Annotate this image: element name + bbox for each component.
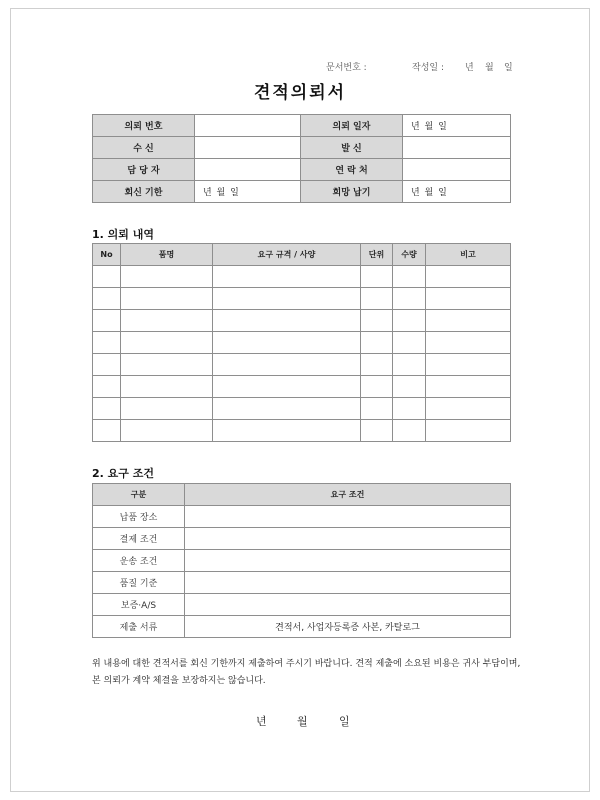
condition-label: 운송 조건 [93,550,185,572]
column-header-no: No [93,244,121,266]
condition-label: 보증·A/S [93,594,185,616]
item-name-cell[interactable] [121,266,213,288]
info-value-field[interactable] [195,137,301,159]
item-remarks-cell[interactable] [426,310,511,332]
item-qty-cell[interactable] [393,354,426,376]
info-value-field[interactable]: 년 월 일 [403,115,511,137]
info-row [93,115,511,137]
info-label: 회신 기한 [93,181,195,203]
column-header-spec: 요구 규격 / 사양 [213,244,361,266]
info-value-field[interactable]: 년 월 일 [403,181,511,203]
item-no-cell[interactable] [93,332,121,354]
item-no-cell[interactable] [93,420,121,442]
write-date-month: 월 [485,63,494,73]
table-row [93,332,511,354]
item-remarks-cell[interactable] [426,288,511,310]
item-no-cell[interactable] [93,376,121,398]
item-no-cell[interactable] [93,266,121,288]
item-unit-cell[interactable] [361,266,393,288]
info-value-field[interactable] [195,115,301,137]
item-name-cell[interactable] [121,354,213,376]
item-remarks-cell[interactable] [426,332,511,354]
condition-value-field[interactable] [185,572,511,594]
item-spec-cell[interactable] [213,288,361,310]
table-row [93,572,511,594]
table-header-row [93,484,511,506]
item-no-cell[interactable] [93,398,121,420]
item-qty-cell[interactable] [393,288,426,310]
info-label: 수 신 [93,137,195,159]
item-qty-cell[interactable] [393,310,426,332]
item-qty-cell[interactable] [393,398,426,420]
info-label: 의뢰 번호 [93,115,195,137]
table-row [93,616,511,638]
info-value-field[interactable] [195,159,301,181]
condition-label: 제출 서류 [93,616,185,638]
item-unit-cell[interactable] [361,310,393,332]
section-requirements-title: 2. 요구 조건 [92,467,154,480]
column-header-qty: 수량 [393,244,426,266]
column-header-item: 품명 [121,244,213,266]
info-row [93,159,511,181]
table-row [93,528,511,550]
item-spec-cell[interactable] [213,420,361,442]
condition-value-field[interactable] [185,594,511,616]
item-qty-cell[interactable] [393,420,426,442]
item-remarks-cell[interactable] [426,266,511,288]
item-spec-cell[interactable] [213,398,361,420]
info-value-field[interactable]: 년 월 일 [195,181,301,203]
document-title: 견적의뢰서 [253,83,347,103]
footer-date-day: 일 [339,715,350,728]
section-request-details-title: 1. 의뢰 내역 [92,228,154,241]
notice-line: 본 의뢰가 계약 체결을 보장하지는 않습니다. [92,676,266,686]
write-date-day: 일 [504,63,513,73]
item-no-cell[interactable] [93,310,121,332]
request-items-table [92,243,511,442]
condition-value-field[interactable]: 견적서, 사업자등록증 사본, 카탈로그 [185,616,511,638]
info-label: 희망 납기 [301,181,403,203]
condition-label: 납품 장소 [93,506,185,528]
doc-number-label: 문서번호 : [326,63,367,73]
item-unit-cell[interactable] [361,420,393,442]
condition-label: 결제 조건 [93,528,185,550]
info-row [93,137,511,159]
item-remarks-cell[interactable] [426,420,511,442]
table-row [93,420,511,442]
write-date-year: 년 [465,63,474,73]
item-name-cell[interactable] [121,398,213,420]
item-unit-cell[interactable] [361,332,393,354]
table-row [93,506,511,528]
info-label: 의뢰 일자 [301,115,403,137]
item-remarks-cell[interactable] [426,398,511,420]
item-name-cell[interactable] [121,310,213,332]
item-unit-cell[interactable] [361,376,393,398]
item-name-cell[interactable] [121,376,213,398]
item-qty-cell[interactable] [393,266,426,288]
info-value-field[interactable] [403,159,511,181]
table-row [93,288,511,310]
item-unit-cell[interactable] [361,288,393,310]
item-spec-cell[interactable] [213,376,361,398]
info-table [92,114,511,203]
condition-label: 품질 기준 [93,572,185,594]
column-header-remarks: 비고 [426,244,511,266]
info-row [93,181,511,203]
table-row [93,376,511,398]
condition-value-field[interactable] [185,528,511,550]
item-remarks-cell[interactable] [426,354,511,376]
item-spec-cell[interactable] [213,332,361,354]
notice-text [92,656,532,690]
table-row [93,354,511,376]
info-value-field[interactable] [403,137,511,159]
table-row [93,550,511,572]
table-row [93,266,511,288]
write-date-label: 작성일 : [412,63,444,73]
table-row [93,310,511,332]
footer-date-month: 월 [297,715,308,728]
info-label: 담 당 자 [93,159,195,181]
table-row [93,594,511,616]
column-header-unit: 단위 [361,244,393,266]
column-header-requirement: 요구 조건 [185,484,511,506]
item-no-cell[interactable] [93,288,121,310]
item-unit-cell[interactable] [361,354,393,376]
item-qty-cell[interactable] [393,332,426,354]
info-label: 연 락 처 [301,159,403,181]
item-spec-cell[interactable] [213,354,361,376]
footer-date-year: 년 [256,715,267,728]
item-qty-cell[interactable] [393,376,426,398]
item-remarks-cell[interactable] [426,376,511,398]
table-header-row [93,244,511,266]
item-name-cell[interactable] [121,332,213,354]
item-name-cell[interactable] [121,288,213,310]
condition-value-field[interactable] [185,506,511,528]
column-header-category: 구분 [93,484,185,506]
item-name-cell[interactable] [121,420,213,442]
item-spec-cell[interactable] [213,310,361,332]
condition-value-field[interactable] [185,550,511,572]
notice-line: 위 내용에 대한 견적서를 회신 기한까지 제출하여 주시기 바랍니다. 견적 제출에 소요된 비용은 귀사 부담이며, [92,659,521,669]
info-label: 발 신 [301,137,403,159]
item-spec-cell[interactable] [213,266,361,288]
item-unit-cell[interactable] [361,398,393,420]
requirements-table [92,483,511,638]
item-no-cell[interactable] [93,354,121,376]
table-row [93,398,511,420]
